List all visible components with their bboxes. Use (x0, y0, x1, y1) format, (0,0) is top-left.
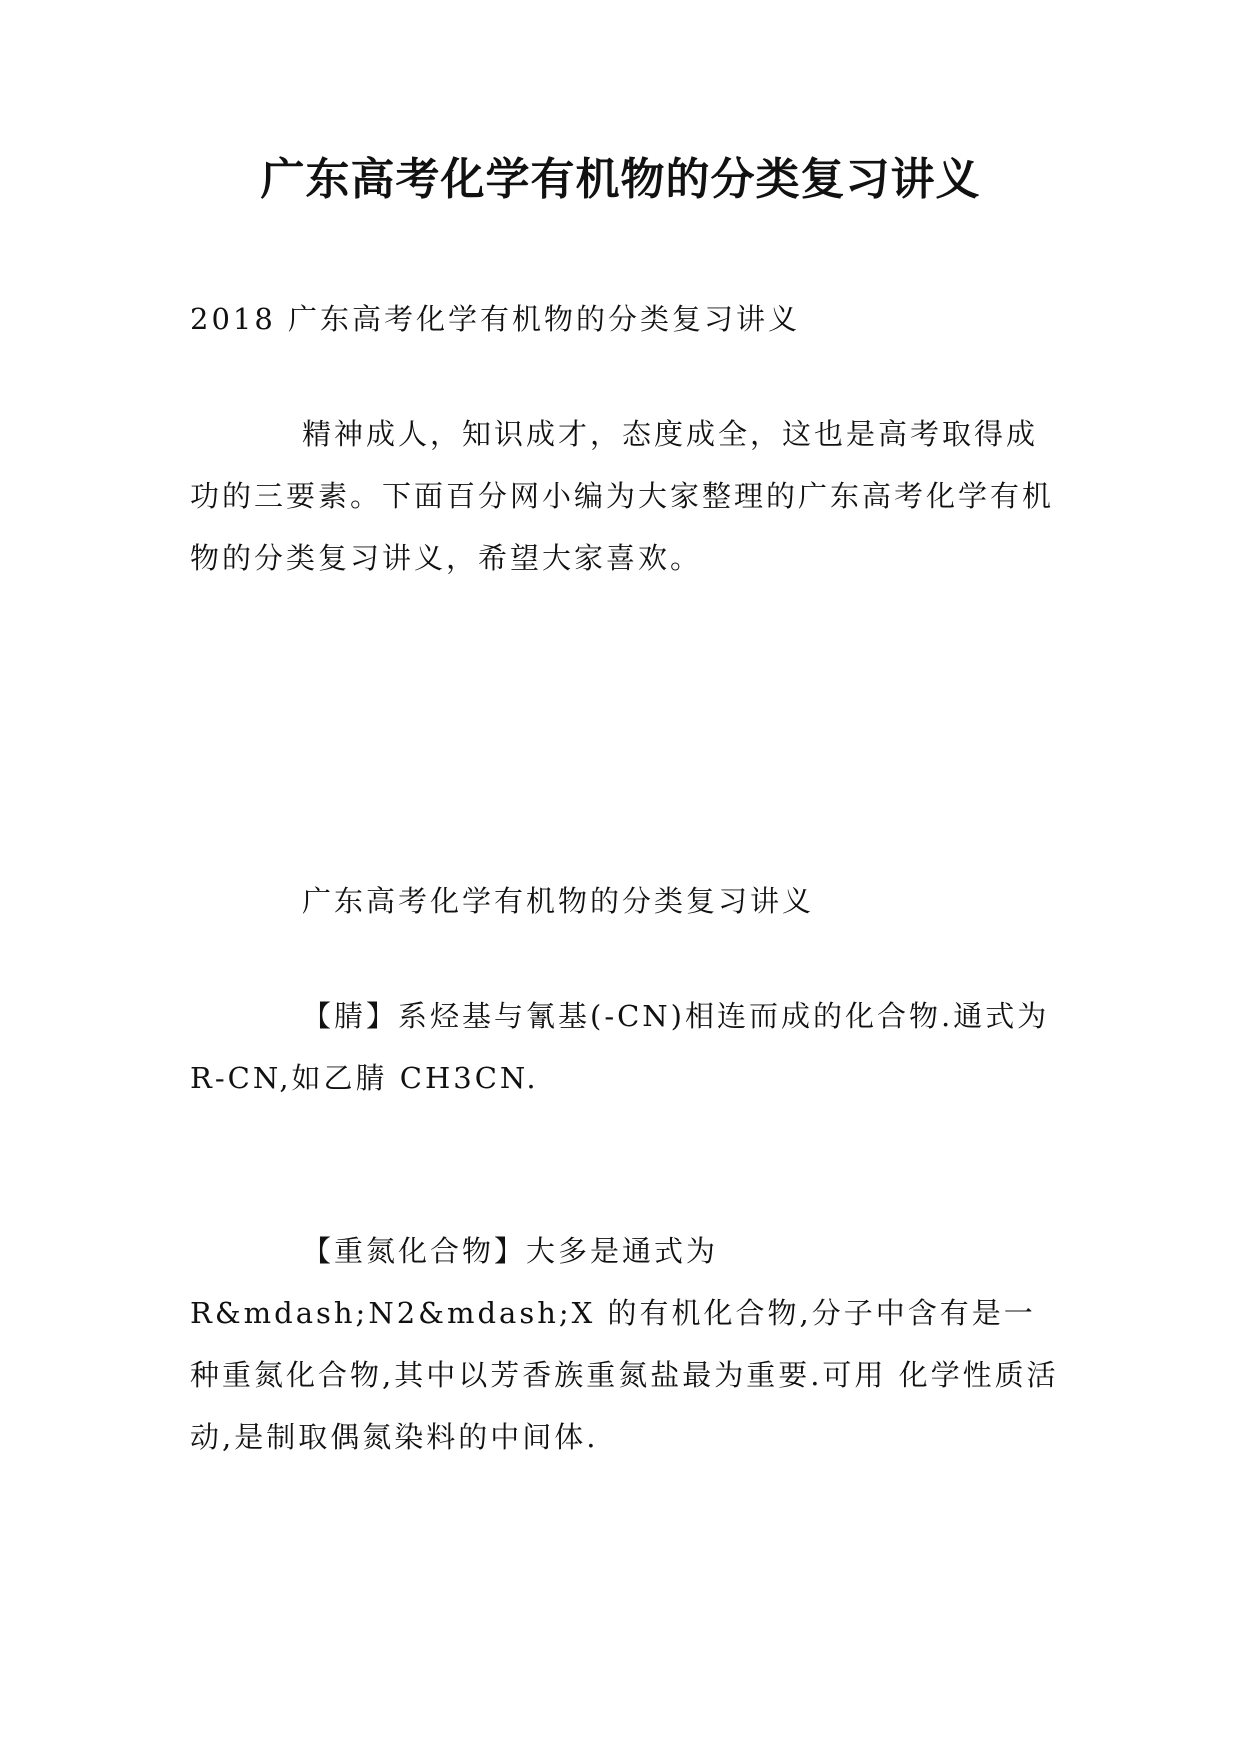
document-title: 广东高考化学有机物的分类复习讲义 (260, 154, 981, 205)
nitrile-paragraph: 【腈】系烃基与氰基(-CN)相连而成的化合物.通式为 R-CN,如乙腈 CH3CN. (190, 999, 1050, 1095)
intro-paragraph: 精神成人，知识成才，态度成全，这也是高考取得成功的三要素。下面百分网小编为大家整理的广东高考化学有机物的分类复习讲义，希望大家喜欢。 (190, 417, 1055, 575)
document-subtitle: 2018 广东高考化学有机物的分类复习讲义 (190, 302, 801, 336)
section-heading: 广东高考化学有机物的分类复习讲义 (302, 884, 815, 918)
diazo-paragraph: 【重氮化合物】大多是通式为 R&mdash;N2&mdash;X 的有机化合物,分子中含有是一种重氮化合物,其中以芳香族重氮盐最为重要.可用 化学性质活动,是制取偶氮染料的中间体. (190, 1234, 1059, 1454)
